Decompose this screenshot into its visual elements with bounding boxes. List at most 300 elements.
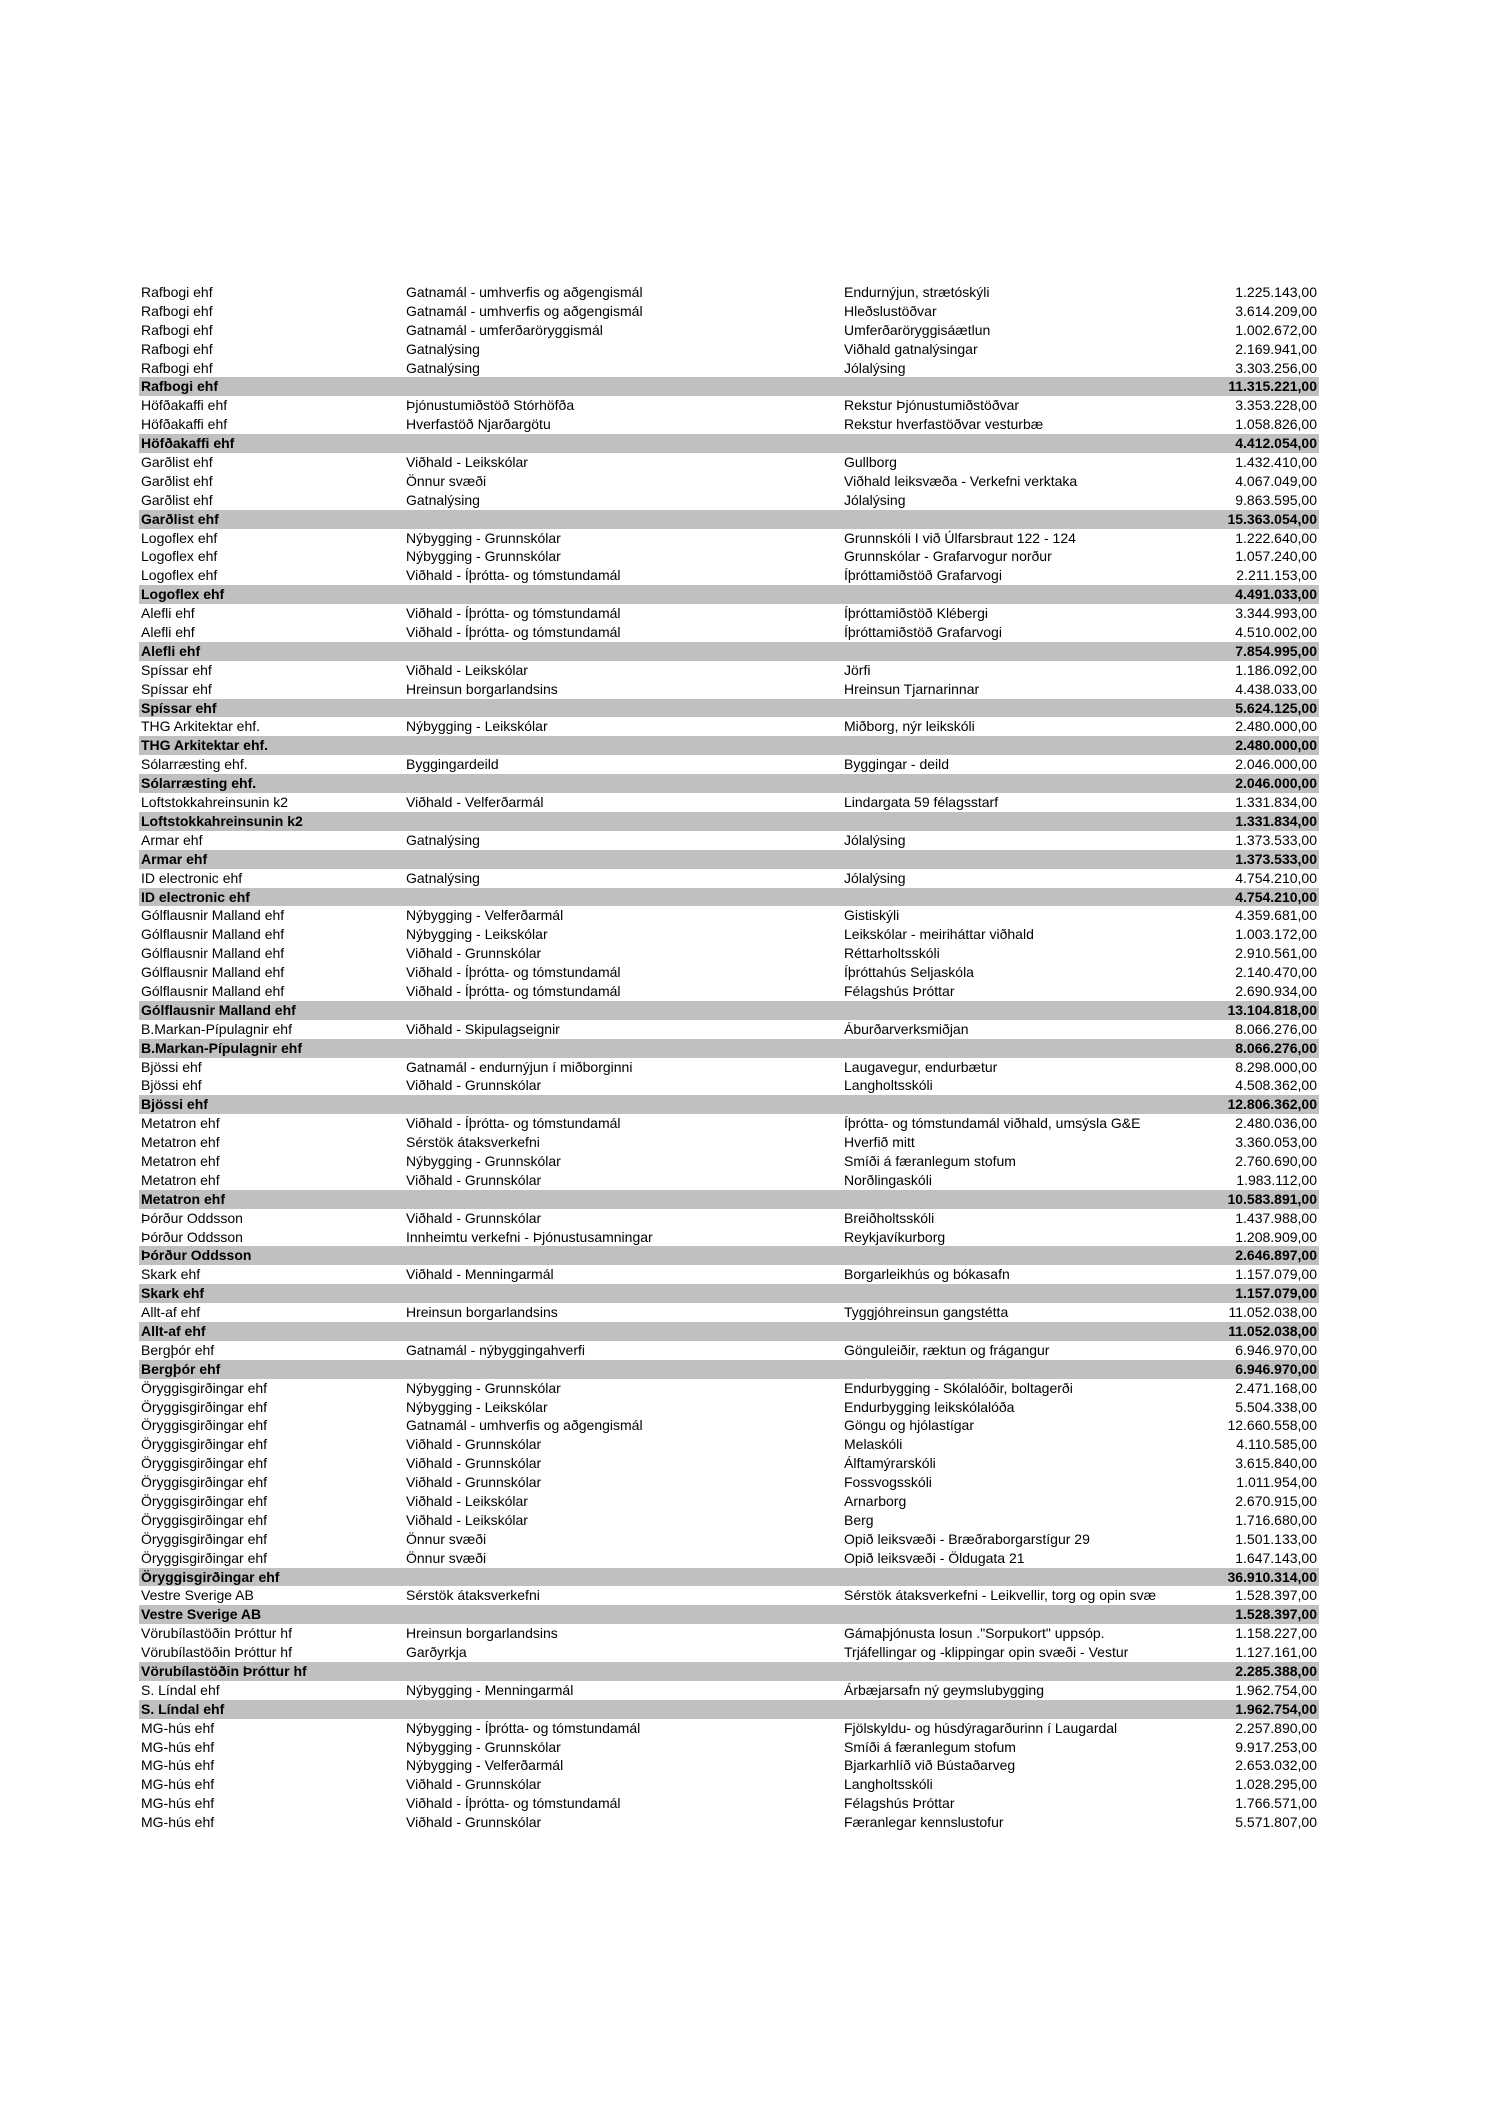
amount-cell: 6.946.970,00 [1235, 1360, 1317, 1377]
table-row [139, 1813, 1319, 1832]
amount-cell: 1.983.112,00 [1236, 1171, 1317, 1188]
project-cell: Norðlingaskóli [844, 1171, 932, 1188]
vendor-cell: Alefli ehf [141, 605, 195, 622]
table-row [139, 415, 1319, 434]
amount-cell: 1.186.092,00 [1235, 661, 1317, 678]
amount-cell: 4.491.033,00 [1235, 586, 1317, 603]
vendor-cell: Rafbogi ehf [141, 302, 213, 319]
vendor-cell: Spíssar ehf [141, 699, 217, 716]
amount-cell: 1.766.571,00 [1235, 1795, 1317, 1812]
vendor-cell: THG Arkitektar ehf. [141, 737, 269, 754]
category-cell: Nýbygging - Menningarmál [406, 1681, 574, 1698]
table-row [139, 1020, 1319, 1039]
table-row [139, 396, 1319, 415]
vendor-cell: Garðlist ehf [141, 454, 213, 471]
amount-cell: 2.285.388,00 [1235, 1663, 1317, 1680]
vendor-cell: Allt-af ehf [141, 1322, 206, 1339]
category-cell: Nýbygging - Grunnskólar [406, 1379, 561, 1396]
amount-cell: 3.303.256,00 [1235, 359, 1317, 376]
vendor-cell: Sólarræsting ehf. [141, 775, 257, 792]
category-cell: Viðhald - Leikskólar [406, 454, 528, 471]
category-cell: Gatnamál - endurnýjun í miðborginni [406, 1058, 633, 1075]
amount-cell: 3.614.209,00 [1235, 302, 1317, 319]
amount-cell: 1.437.988,00 [1235, 1209, 1317, 1226]
category-cell: Nýbygging - Íþrótta- og tómstundamál [406, 1719, 641, 1736]
project-cell: Íþróttamiðstöð Grafarvogi [844, 624, 1002, 641]
table-row [139, 1133, 1319, 1152]
vendor-cell: MG-hús ehf [141, 1776, 215, 1793]
amount-cell: 1.158.227,00 [1235, 1625, 1317, 1642]
vendor-cell: Armar ehf [141, 831, 203, 848]
project-cell: Langholtsskóli [844, 1776, 933, 1793]
table-row [139, 680, 1319, 699]
category-cell: Gatnalýsing [406, 869, 480, 886]
category-cell: Nýbygging - Grunnskólar [406, 529, 561, 546]
project-cell: Berg [844, 1511, 874, 1528]
table-row [139, 1511, 1319, 1530]
amount-cell: 3.344.993,00 [1235, 605, 1317, 622]
amount-cell: 4.510.002,00 [1235, 624, 1317, 641]
project-cell: Byggingar - deild [844, 756, 950, 773]
amount-cell: 1.208.909,00 [1235, 1228, 1317, 1245]
amount-cell: 12.660.558,00 [1227, 1417, 1317, 1434]
table-row [139, 1114, 1319, 1133]
table-row [139, 944, 1319, 963]
category-cell: Viðhald - Velferðarmál [406, 794, 544, 811]
vendor-cell: ID electronic ehf [141, 888, 250, 905]
vendor-cell: Vörubílastöðin Þróttur hf [141, 1663, 307, 1680]
project-cell: Jólalýsing [844, 359, 906, 376]
amount-cell: 13.104.818,00 [1227, 1001, 1317, 1018]
project-cell: Reykjavíkurborg [844, 1228, 946, 1245]
vendor-cell: Öryggisgirðingar ehf [141, 1474, 268, 1491]
project-cell: Íþróttamiðstöð Klébergi [844, 605, 988, 622]
amount-cell: 2.910.561,00 [1235, 945, 1317, 962]
project-cell: Bjarkarhlíð við Bústaðarveg [844, 1757, 1016, 1774]
amount-cell: 5.504.338,00 [1235, 1398, 1317, 1415]
amount-cell: 2.480.000,00 [1235, 737, 1317, 754]
subtotal-row [139, 1322, 1319, 1341]
amount-cell: 2.046.000,00 [1235, 756, 1317, 773]
vendor-cell: Armar ehf [141, 850, 208, 867]
vendor-cell: Öryggisgirðingar ehf [141, 1549, 268, 1566]
project-cell: Íþróttamiðstöð Grafarvogi [844, 567, 1002, 584]
amount-cell: 2.653.032,00 [1235, 1757, 1317, 1774]
vendor-cell: Gólflausnir Malland ehf [141, 1001, 296, 1018]
subtotal-row [139, 1039, 1319, 1058]
subtotal-row [139, 434, 1319, 453]
category-cell: Innheimtu verkefni - Þjónustusamningar [406, 1228, 653, 1245]
category-cell: Viðhald - Grunnskólar [406, 1171, 542, 1188]
amount-cell: 1.373.533,00 [1235, 850, 1317, 867]
subtotal-row [139, 377, 1319, 396]
subtotal-row [139, 1001, 1319, 1020]
amount-cell: 4.067.049,00 [1235, 472, 1317, 489]
table-row [139, 340, 1319, 359]
vendor-cell: Loftstokkahreinsunin k2 [141, 794, 289, 811]
amount-cell: 9.917.253,00 [1235, 1738, 1317, 1755]
amount-cell: 2.480.036,00 [1235, 1115, 1317, 1132]
vendor-cell: Logoflex ehf [141, 586, 225, 603]
vendor-cell: Höfðakaffi ehf [141, 397, 228, 414]
category-cell: Viðhald - Grunnskólar [406, 945, 542, 962]
amount-cell: 1.057.240,00 [1235, 548, 1317, 565]
vendor-cell: Öryggisgirðingar ehf [141, 1417, 268, 1434]
project-cell: Grunnskóli I við Úlfarsbraut 122 - 124 [844, 529, 1076, 546]
vendor-cell: Alefli ehf [141, 642, 201, 659]
project-cell: Borgarleikhús og bókasafn [844, 1266, 1010, 1283]
project-cell: Jólalýsing [844, 869, 906, 886]
vendor-cell: Sólarræsting ehf. [141, 756, 248, 773]
table-row [139, 1228, 1319, 1247]
amount-cell: 8.066.276,00 [1235, 1020, 1317, 1037]
vendor-cell: Öryggisgirðingar ehf [141, 1455, 268, 1472]
project-cell: Fjölskyldu- og húsdýragarðurinn í Laugardal [844, 1719, 1118, 1736]
amount-cell: 11.052.038,00 [1228, 1304, 1317, 1321]
category-cell: Önnur svæði [406, 1549, 487, 1566]
amount-cell: 2.140.470,00 [1235, 964, 1317, 981]
amount-cell: 11.052.038,00 [1228, 1322, 1317, 1339]
vendor-cell: Garðlist ehf [141, 510, 219, 527]
project-cell: Endurbygging leikskólalóða [844, 1398, 1015, 1415]
vendor-cell: Bjössi ehf [141, 1077, 202, 1094]
table-row [139, 1756, 1319, 1775]
vendor-cell: Metatron ehf [141, 1171, 220, 1188]
vendor-cell: Logoflex ehf [141, 548, 218, 565]
table-row [139, 1492, 1319, 1511]
vendor-cell: Logoflex ehf [141, 529, 218, 546]
amount-cell: 2.169.941,00 [1235, 340, 1317, 357]
subtotal-row [139, 699, 1319, 718]
category-cell: Viðhald - Íþrótta- og tómstundamál [406, 624, 621, 641]
amount-cell: 2.646.897,00 [1235, 1247, 1317, 1264]
project-cell: Rekstur hverfastöðvar vesturbæ [844, 416, 1044, 433]
category-cell: Viðhald - Grunnskólar [406, 1455, 542, 1472]
vendor-cell: Metatron ehf [141, 1152, 220, 1169]
vendor-cell: Garðlist ehf [141, 491, 213, 508]
table-row [139, 925, 1319, 944]
vendor-cell: Vörubílastöðin Þróttur hf [141, 1625, 292, 1642]
amount-cell: 2.690.934,00 [1235, 982, 1317, 999]
project-cell: Lindargata 59 félagsstarf [844, 794, 999, 811]
table-row [139, 453, 1319, 472]
category-cell: Viðhald - Grunnskólar [406, 1474, 542, 1491]
category-cell: Gatnamál - umferðaröryggismál [406, 321, 603, 338]
table-row [139, 1681, 1319, 1700]
table-row [139, 283, 1319, 302]
vendor-cell: B.Markan-Pípulagnir ehf [141, 1039, 303, 1056]
category-cell: Nýbygging - Leikskólar [406, 926, 548, 943]
project-cell: Áburðarverksmiðjan [844, 1020, 969, 1037]
amount-cell: 7.854.995,00 [1235, 642, 1317, 659]
table-row [139, 623, 1319, 642]
subtotal-row [139, 1662, 1319, 1681]
table-row [139, 302, 1319, 321]
category-cell: Viðhald - Íþrótta- og tómstundamál [406, 964, 621, 981]
project-cell: Opið leiksvæði - Öldugata 21 [844, 1549, 1025, 1566]
subtotal-row [139, 1360, 1319, 1379]
category-cell: Gatnalýsing [406, 831, 480, 848]
subtotal-row [139, 585, 1319, 604]
vendor-cell: Gólflausnir Malland ehf [141, 982, 285, 999]
project-cell: Íþrótta- og tómstundamál viðhald, umsýsla G&E [844, 1115, 1141, 1132]
category-cell: Gatnamál - nýbyggingahverfi [406, 1341, 585, 1358]
category-cell: Þjónustumiðstöð Stórhöfða [406, 397, 575, 414]
category-cell: Viðhald - Leikskólar [406, 1511, 528, 1528]
amount-cell: 10.583.891,00 [1227, 1190, 1317, 1207]
amount-cell: 1.528.397,00 [1235, 1587, 1317, 1604]
amount-cell: 15.363.054,00 [1227, 510, 1317, 527]
category-cell: Viðhald - Íþrótta- og tómstundamál [406, 567, 621, 584]
table-row [139, 963, 1319, 982]
amount-cell: 1.528.397,00 [1235, 1606, 1317, 1623]
subtotal-row [139, 1190, 1319, 1209]
amount-cell: 1.331.834,00 [1235, 794, 1317, 811]
project-cell: Gistiskýli [844, 907, 900, 924]
category-cell: Viðhald - Leikskólar [406, 1493, 528, 1509]
subtotal-row [139, 1095, 1319, 1114]
category-cell: Garðyrkja [406, 1644, 467, 1661]
subtotal-row [139, 1246, 1319, 1265]
category-cell: Nýbygging - Leikskólar [406, 718, 548, 735]
amount-cell: 8.066.276,00 [1235, 1039, 1317, 1056]
project-cell: Endurnýjun, strætóskýli [844, 284, 990, 300]
vendor-cell: Alefli ehf [141, 624, 195, 641]
project-cell: Íþróttahús Seljaskóla [844, 964, 974, 981]
subtotal-row [139, 1605, 1319, 1624]
vendor-cell: Metatron ehf [141, 1190, 225, 1207]
table-row [139, 472, 1319, 491]
project-cell: Opið leiksvæði - Bræðraborgarstígur 29 [844, 1530, 1090, 1547]
category-cell: Viðhald - Íþrótta- og tómstundamál [406, 1795, 621, 1812]
table-row [139, 1435, 1319, 1454]
amount-cell: 36.910.314,00 [1227, 1568, 1317, 1585]
vendor-cell: Þórður Oddsson [141, 1228, 243, 1245]
vendor-cell: Loftstokkahreinsunin k2 [141, 812, 303, 829]
table-row [139, 1586, 1319, 1605]
project-cell: Trjáfellingar og -klippingar opin svæði - Vestur [844, 1644, 1129, 1661]
vendor-cell: Vörubílastöðin Þróttur hf [141, 1644, 292, 1661]
amount-cell: 1.331.834,00 [1235, 812, 1317, 829]
amount-cell: 4.508.362,00 [1235, 1077, 1317, 1094]
table-row [139, 491, 1319, 510]
table-row [139, 1624, 1319, 1643]
vendor-cell: ID electronic ehf [141, 869, 243, 886]
subtotal-row [139, 888, 1319, 907]
project-cell: Langholtsskóli [844, 1077, 933, 1094]
table-row [139, 1398, 1319, 1417]
category-cell: Hreinsun borgarlandsins [406, 1625, 558, 1642]
table-row [139, 793, 1319, 812]
amount-cell: 4.754.210,00 [1235, 869, 1317, 886]
vendor-cell: Gólflausnir Malland ehf [141, 907, 285, 924]
vendor-cell: Þórður Oddsson [141, 1247, 252, 1264]
table-row [139, 1549, 1319, 1568]
table-row [139, 547, 1319, 566]
table-row [139, 1341, 1319, 1360]
subtotal-row [139, 510, 1319, 529]
subtotal-row [139, 1284, 1319, 1303]
amount-cell: 1.002.672,00 [1235, 321, 1317, 338]
vendor-cell: Metatron ehf [141, 1115, 220, 1132]
project-cell: Hleðslustöðvar [844, 302, 937, 319]
vendor-cell: Skark ehf [141, 1285, 205, 1302]
vendor-cell: Vestre Sverige AB [141, 1587, 254, 1604]
category-cell: Gatnalýsing [406, 340, 480, 357]
project-cell: Árbæjarsafn ný geymslubygging [844, 1681, 1044, 1698]
project-cell: Félagshús Þróttar [844, 1795, 955, 1812]
project-cell: Smíði á færanlegum stofum [844, 1738, 1016, 1755]
amount-cell: 1.962.754,00 [1235, 1700, 1317, 1717]
project-cell: Umferðaröryggisáætlun [844, 321, 991, 338]
vendor-cell: MG-hús ehf [141, 1795, 215, 1812]
amount-cell: 2.670.915,00 [1235, 1493, 1317, 1509]
amount-cell: 2.760.690,00 [1235, 1152, 1317, 1169]
category-cell: Byggingardeild [406, 756, 499, 773]
vendor-cell: Rafbogi ehf [141, 359, 213, 376]
project-cell: Sérstök átaksverkefni - Leikvellir, torg og opin svæ [844, 1587, 1157, 1604]
table-row [139, 529, 1319, 548]
amount-cell: 4.412.054,00 [1235, 435, 1317, 452]
project-cell: Jólalýsing [844, 831, 906, 848]
project-cell: Leikskólar - meiriháttar viðhald [844, 926, 1034, 943]
project-cell: Laugavegur, endurbætur [844, 1058, 998, 1075]
table-row [139, 1738, 1319, 1757]
table-row [139, 1643, 1319, 1662]
subtotal-row [139, 1568, 1319, 1587]
table-row [139, 1379, 1319, 1398]
amount-cell: 4.359.681,00 [1235, 907, 1317, 924]
amount-cell: 1.157.079,00 [1235, 1285, 1317, 1302]
category-cell: Nýbygging - Velferðarmál [406, 1757, 564, 1774]
amount-cell: 5.571.807,00 [1235, 1814, 1317, 1831]
category-cell: Gatnalýsing [406, 359, 480, 376]
vendor-cell: Bergþór ehf [141, 1360, 221, 1377]
category-cell: Gatnamál - umhverfis og aðgengismál [406, 284, 643, 300]
vendor-cell: Spíssar ehf [141, 661, 212, 678]
project-cell: Tyggjóhreinsun gangstétta [844, 1304, 1009, 1321]
amount-cell: 1.962.754,00 [1235, 1681, 1317, 1698]
vendor-cell: Þórður Oddsson [141, 1209, 243, 1226]
category-cell: Önnur svæði [406, 472, 487, 489]
vendor-cell: Metatron ehf [141, 1134, 220, 1151]
category-cell: Viðhald - Grunnskólar [406, 1776, 542, 1793]
vendor-cell: Allt-af ehf [141, 1304, 201, 1321]
category-cell: Hreinsun borgarlandsins [406, 680, 558, 697]
amount-cell: 6.946.970,00 [1235, 1341, 1317, 1358]
category-cell: Önnur svæði [406, 1530, 487, 1547]
project-cell: Jörfi [844, 661, 871, 678]
project-cell: Færanlegar kennslustofur [844, 1814, 1004, 1831]
vendor-cell: Öryggisgirðingar ehf [141, 1568, 280, 1585]
vendor-cell: Öryggisgirðingar ehf [141, 1493, 268, 1509]
table-row [139, 1171, 1319, 1190]
amount-cell: 4.438.033,00 [1235, 680, 1317, 697]
table-row [139, 1775, 1319, 1794]
table-row [139, 1473, 1319, 1492]
category-cell: Nýbygging - Leikskólar [406, 1398, 548, 1415]
category-cell: Nýbygging - Grunnskólar [406, 548, 561, 565]
vendor-cell: Logoflex ehf [141, 567, 218, 584]
category-cell: Viðhald - Grunnskólar [406, 1814, 542, 1831]
amount-cell: 1.028.295,00 [1235, 1776, 1317, 1793]
vendor-cell: Öryggisgirðingar ehf [141, 1511, 268, 1528]
vendor-cell: Gólflausnir Malland ehf [141, 945, 285, 962]
table-row [139, 1719, 1319, 1738]
amount-cell: 5.624.125,00 [1235, 699, 1317, 716]
project-cell: Endurbygging - Skólalóðir, boltagerði [844, 1379, 1073, 1396]
vendor-cell: B.Markan-Pípulagnir ehf [141, 1020, 292, 1037]
amount-cell: 1.225.143,00 [1235, 284, 1317, 300]
project-cell: Álftamýrarskóli [844, 1455, 936, 1472]
amount-cell: 3.360.053,00 [1235, 1134, 1317, 1151]
table-row [139, 1794, 1319, 1813]
project-cell: Miðborg, nýr leikskóli [844, 718, 975, 735]
table-row [139, 661, 1319, 680]
expense-table [139, 283, 1319, 1832]
category-cell: Nýbygging - Velferðarmál [406, 907, 564, 924]
category-cell: Viðhald - Skipulagseignir [406, 1020, 560, 1037]
project-cell: Gönguleiðir, ræktun og frágangur [844, 1341, 1050, 1358]
project-cell: Göngu og hjólastígar [844, 1417, 974, 1434]
vendor-cell: Bjössi ehf [141, 1058, 202, 1075]
category-cell: Hverfastöð Njarðargötu [406, 416, 551, 433]
vendor-cell: Bjössi ehf [141, 1096, 208, 1113]
table-row [139, 1416, 1319, 1435]
amount-cell: 1.127.161,00 [1235, 1644, 1317, 1661]
amount-cell: 1.373.533,00 [1235, 831, 1317, 848]
amount-cell: 2.046.000,00 [1235, 775, 1317, 792]
project-cell: Hverfið mitt [844, 1134, 915, 1151]
table-row [139, 869, 1319, 888]
amount-cell: 2.257.890,00 [1235, 1719, 1317, 1736]
amount-cell: 1.011.954,00 [1236, 1474, 1317, 1491]
subtotal-row [139, 850, 1319, 869]
subtotal-row [139, 736, 1319, 755]
vendor-cell: Spíssar ehf [141, 680, 212, 697]
category-cell: Sérstök átaksverkefni [406, 1134, 540, 1151]
category-cell: Viðhald - Íþrótta- og tómstundamál [406, 982, 621, 999]
vendor-cell: Bergþór ehf [141, 1341, 215, 1358]
project-cell: Smíði á færanlegum stofum [844, 1152, 1016, 1169]
subtotal-row [139, 812, 1319, 831]
category-cell: Viðhald - Grunnskólar [406, 1209, 542, 1226]
amount-cell: 1.003.172,00 [1235, 926, 1317, 943]
vendor-cell: Gólflausnir Malland ehf [141, 964, 285, 981]
project-cell: Félagshús Þróttar [844, 982, 955, 999]
table-row [139, 982, 1319, 1001]
table-row [139, 717, 1319, 736]
category-cell: Viðhald - Íþrótta- og tómstundamál [406, 1115, 621, 1132]
category-cell: Gatnamál - umhverfis og aðgengismál [406, 1417, 643, 1434]
table-row [139, 1530, 1319, 1549]
amount-cell: 1.501.133,00 [1235, 1530, 1317, 1547]
project-cell: Viðhald leiksvæða - Verkefni verktaka [844, 472, 1078, 489]
project-cell: Grunnskólar - Grafarvogur norður [844, 548, 1052, 565]
amount-cell: 1.157.079,00 [1235, 1266, 1317, 1283]
table-row [139, 1265, 1319, 1284]
project-cell: Viðhald gatnalýsingar [844, 340, 978, 357]
vendor-cell: Höfðakaffi ehf [141, 435, 235, 452]
table-row [139, 1076, 1319, 1095]
project-cell: Rekstur Þjónustumiðstöðvar [844, 397, 1020, 414]
subtotal-row [139, 642, 1319, 661]
vendor-cell: Rafbogi ehf [141, 378, 218, 395]
amount-cell: 9.863.595,00 [1235, 491, 1317, 508]
vendor-cell: Öryggisgirðingar ehf [141, 1436, 268, 1453]
table-row [139, 566, 1319, 585]
table-row [139, 1454, 1319, 1473]
